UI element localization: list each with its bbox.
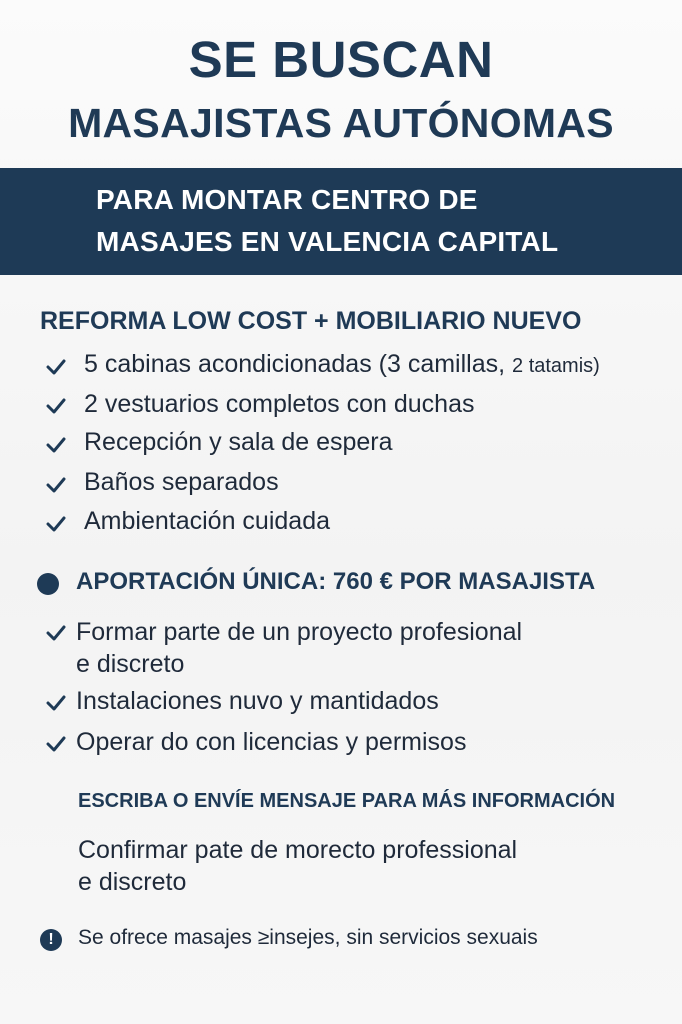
checkmark-icon: [46, 734, 66, 754]
checkmark-icon: [46, 396, 66, 416]
checkmark-icon: [46, 475, 66, 495]
title-line-2: MASAJISTAS AUTÓNOMAS: [68, 100, 614, 146]
checkmark-icon: [46, 357, 66, 377]
warning-icon: !: [40, 929, 62, 951]
list-item: 2 vestuarios completos con duchas: [84, 390, 475, 418]
section-contacto-heading: ESCRIBA O ENVÍE MENSAJE PARA MÁS INFORMACIÓN: [78, 790, 616, 812]
checkmark-icon: [46, 514, 66, 534]
banner-line-2: MASAJES EN VALENCIA CAPITAL: [96, 226, 559, 257]
checkmark-icon: [46, 693, 66, 713]
list-item: Operar do con licencias y permisos: [76, 728, 467, 756]
contact-paragraph-line-2: e discreto: [78, 868, 187, 896]
checkmark-icon: [46, 623, 66, 643]
notice-text: Se ofrece masajes ≥insejes, sin servicios sexuais: [78, 926, 538, 949]
bullet-dot-icon: [37, 573, 59, 595]
list-item-line-1: Formar parte de un proyecto profesional: [76, 618, 523, 646]
contact-paragraph-line-1: Confirmar pate de morecto professional: [78, 836, 518, 864]
title-line-1: SE BUSCAN: [188, 31, 494, 88]
list-item-text-small: 2 tatamis): [512, 355, 600, 377]
list-item: Ambientación cuidada: [84, 507, 330, 535]
list-item: [76, 616, 522, 680]
list-item-text: 5 cabinas acondicionadas (3 camillas,: [84, 350, 513, 378]
list-item-line-2: e discreto: [76, 650, 185, 678]
section-aportacion-heading: APORTACIÓN ÚNICA: 760 € POR MASAJISTA: [76, 568, 596, 595]
list-item: Instalaciones nuvo y mantidados: [76, 687, 439, 715]
list-item: [84, 350, 600, 379]
list-item: Baños separados: [84, 468, 279, 496]
banner-line-1: PARA MONTAR CENTRO DE: [96, 184, 478, 215]
list-item: Recepción y sala de espera: [84, 428, 393, 456]
checkmark-icon: [46, 435, 66, 455]
section-reforma-heading: REFORMA LOW COST + MOBILIARIO NUEVO: [40, 307, 582, 335]
contact-paragraph: [78, 834, 517, 898]
